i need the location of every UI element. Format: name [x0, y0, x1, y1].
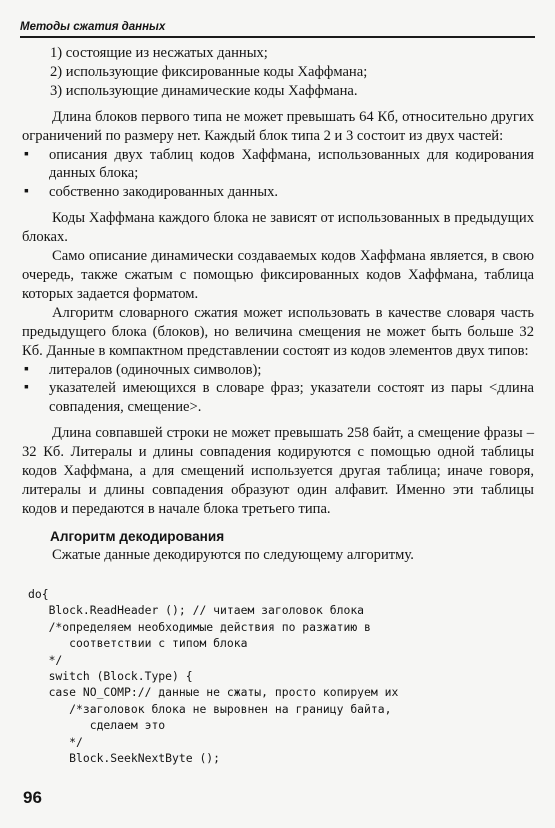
bullet-icon: ▪ — [24, 184, 29, 200]
paragraph-algorithm-intro: Сжатые данные декодируются по следующему алгоритму. — [52, 546, 414, 563]
bullet-icon: ▪ — [24, 146, 29, 162]
body-text — [22, 44, 534, 565]
paragraph-dynamic-codes: Само описание динамически создаваемых кодов Хаффмана является, в свою очередь, также сжатым с помощью фиксированных кодов Хаффмана, таблица которых задается форматом. — [22, 248, 534, 302]
list-item-text: указателей имеющихся в словаре фраз; указатели состоят из пары <длина совпадения, смещение>. — [49, 380, 534, 416]
list-item: 2) использующие фиксированные коды Хаффмана; — [50, 63, 368, 80]
page-number: 96 — [23, 788, 42, 807]
block-types-list — [22, 44, 534, 101]
list-item — [22, 183, 534, 202]
code-line: switch (Block.Type) { — [28, 669, 193, 684]
section-heading: Алгоритм декодирования — [50, 528, 225, 544]
paragraph-dictionary: Алгоритм словарного сжатия может использовать в качестве словаря часть предыдущего блока (блоков), но величина смещения не может быть больше 32 Кб. Данные в компактном представлении состоят из кодов элементов двух типов: — [22, 304, 534, 359]
code-line: */ — [28, 734, 83, 749]
code-listing — [28, 586, 538, 766]
code-line: do{ — [28, 587, 49, 601]
code-line: /*определяем необходимые действия по разжатию в — [28, 619, 371, 634]
paragraph-block-length: Длина блоков первого типа не может превышать 64 Кб, относительно других ограничений по размеру нет. Каждый блок типа 2 и 3 состоит из двух частей: — [22, 108, 534, 144]
list-item — [22, 379, 534, 417]
list-item: 3) использующие динамические коды Хаффмана. — [50, 82, 358, 99]
bullet-icon: ▪ — [24, 380, 29, 396]
code-line: Block.SeekNextByte (); — [28, 751, 221, 766]
list-item-text: описания двух таблиц кодов Хаффмана, использованных для кодирования данных блока; — [49, 146, 534, 182]
list-item — [22, 361, 534, 380]
code-line: */ — [28, 652, 63, 667]
list-item: 1) состоящие из несжатых данных; — [50, 45, 268, 61]
element-types-list — [22, 361, 534, 418]
code-line: Block.ReadHeader (); // читаем заголовок блока — [28, 603, 365, 618]
code-line: case NO_COMP:// данные не сжаты, просто копируем их — [28, 685, 399, 700]
code-line: соответствии с типом блока — [28, 636, 248, 651]
list-item — [22, 146, 534, 184]
running-title: Методы сжатия данных — [20, 20, 535, 38]
paragraph-codes-independent: Коды Хаффмана каждого блока не зависят от использованных в предыдущих блоках. — [22, 210, 534, 246]
list-item-text: литералов (одиночных символов); — [49, 361, 262, 378]
block-parts-list — [22, 146, 534, 203]
paragraph-lengths: Длина совпавшей строки не может превышать 258 байт, а смещение фразы – 32 Кб. Литералы и длины совпадения кодируются с помощью одной таблицы кодов Хаффмана, а для смещений используется другая таблица; иначе говоря, литералы и длины совпадения образуют один алфавит. Именно эти таблицы кодов и передаются в начале блока третьего типа. — [22, 425, 534, 517]
code-line: сделаем это — [28, 718, 166, 733]
code-line: /*заголовок блока не выровнен на границу байта, — [28, 701, 392, 716]
list-item-text: собственно закодированных данных. — [49, 184, 279, 201]
bullet-icon: ▪ — [24, 361, 29, 377]
